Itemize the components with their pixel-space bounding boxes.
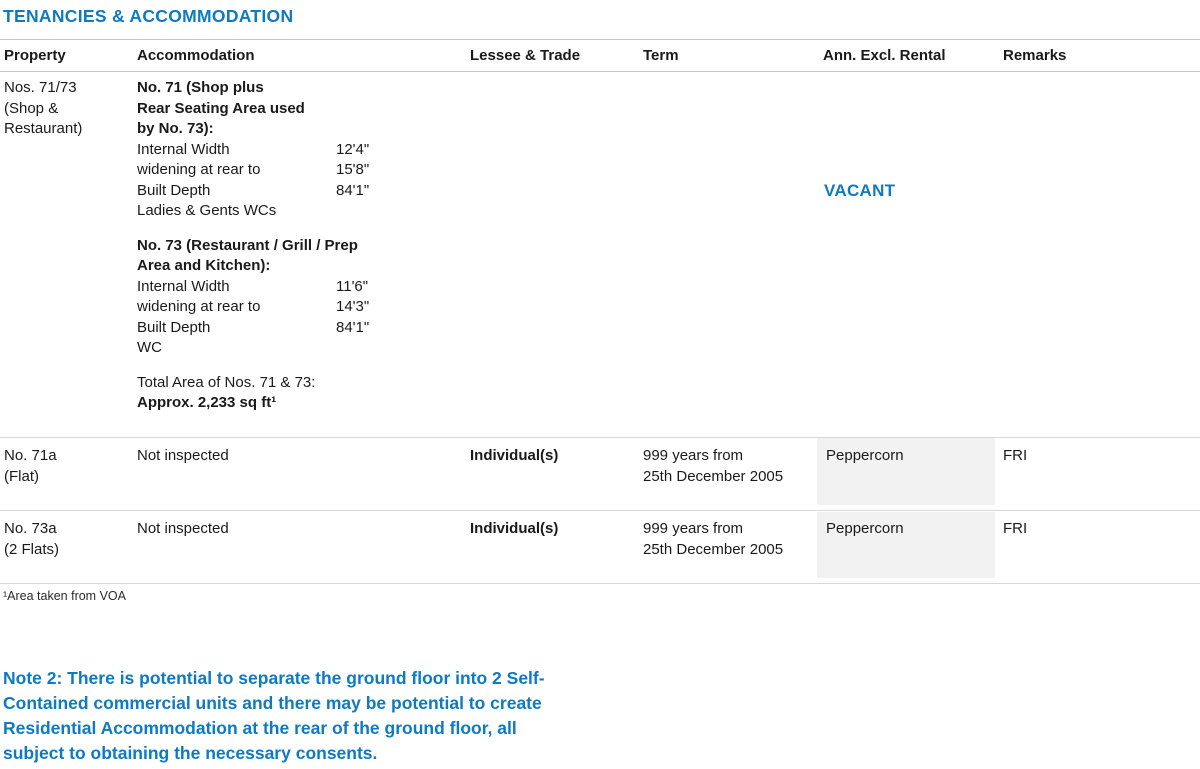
measurement-value: 14'3" xyxy=(336,298,370,315)
unit71-heading-line: No. 71 (Shop plus xyxy=(137,79,264,96)
term-line: 25th December 2005 xyxy=(643,467,784,485)
property-name-line: (2 Flats) xyxy=(4,540,60,558)
measurement-label: widening at rear to xyxy=(137,298,261,315)
header-bottom-rule xyxy=(0,71,1200,72)
measurement-row xyxy=(137,181,467,202)
unit73-heading-line: No. 73 (Restaurant / Grill / Prep xyxy=(137,236,358,254)
row2-accommodation-cell: Not inspected xyxy=(137,447,229,464)
row3-accommodation-cell: Not inspected xyxy=(137,520,229,537)
note-2-line: Note 2: There is potential to separate the ground floor into 2 Self- xyxy=(3,668,545,688)
page-title: TENANCIES & ACCOMMODATION xyxy=(3,6,294,26)
row2-property-cell xyxy=(4,446,57,487)
row-separator xyxy=(0,437,1200,438)
unit73-facilities: WC xyxy=(137,339,162,356)
measurement-label: widening at rear to xyxy=(137,161,261,178)
term-line: 999 years from xyxy=(643,520,744,537)
measurement-label: Internal Width xyxy=(137,140,230,158)
note-2 xyxy=(3,666,545,766)
row-separator xyxy=(0,510,1200,511)
measurement-label: Internal Width xyxy=(137,277,230,295)
measurement-value: 12'4" xyxy=(336,140,370,158)
row3-rental-cell: Peppercorn xyxy=(826,520,904,537)
property-name-line: (Flat) xyxy=(4,467,39,485)
measurement-row xyxy=(137,297,467,318)
unit71-heading-line: Rear Seating Area used xyxy=(137,99,305,117)
table-bottom-rule xyxy=(0,583,1200,584)
term-line: 25th December 2005 xyxy=(643,540,784,558)
property-name-line: No. 71a xyxy=(4,447,57,464)
property-name-line: Nos. 71/73 xyxy=(4,79,77,96)
note-2-line: Contained commercial units and there may be potential to create xyxy=(3,693,542,713)
column-header-ann-excl-rental: Ann. Excl. Rental xyxy=(823,47,946,64)
column-header-remarks: Remarks xyxy=(1003,47,1067,64)
term-line: 999 years from xyxy=(643,447,744,464)
row3-remarks-cell: FRI xyxy=(1003,520,1028,537)
row2-lessee-cell: Individual(s) xyxy=(470,447,559,464)
column-header-accommodation: Accommodation xyxy=(137,47,255,64)
row2-remarks-cell: FRI xyxy=(1003,447,1028,464)
unit71-facilities: Ladies & Gents WCs xyxy=(137,202,277,219)
area-footnote: ¹Area taken from VOA xyxy=(3,589,126,603)
measurement-row xyxy=(137,277,467,298)
measurement-value: 84'1" xyxy=(336,318,370,336)
measurement-row xyxy=(137,160,467,181)
measurement-label: Built Depth xyxy=(137,181,211,199)
row3-lessee-cell: Individual(s) xyxy=(470,520,559,537)
column-header-property: Property xyxy=(4,47,66,64)
property-name-line: No. 73a xyxy=(4,520,57,537)
measurement-row xyxy=(137,318,467,339)
vacant-status: VACANT xyxy=(824,181,896,200)
unit71-heading-line: by No. 73): xyxy=(137,120,214,137)
property-name-line: (Shop & xyxy=(4,99,59,117)
row2-term-cell xyxy=(643,446,783,487)
row3-property-cell xyxy=(4,519,59,560)
unit73-heading-line: Area and Kitchen): xyxy=(137,257,271,274)
total-area-value: Approx. 2,233 sq ft¹ xyxy=(137,394,277,411)
measurement-value: 11'6" xyxy=(336,277,369,295)
column-header-lessee-trade: Lessee & Trade xyxy=(470,47,581,64)
note-2-line: subject to obtaining the necessary consents. xyxy=(3,743,378,763)
total-area-label: Total Area of Nos. 71 & 73: xyxy=(137,373,316,391)
row1-accommodation-cell xyxy=(137,78,467,414)
row2-rental-cell: Peppercorn xyxy=(826,447,904,464)
row3-term-cell xyxy=(643,519,783,560)
measurement-label: Built Depth xyxy=(137,318,211,336)
property-name-line: Restaurant) xyxy=(4,120,83,137)
header-top-rule xyxy=(0,39,1200,40)
note-2-line: Residential Accommodation at the rear of the ground floor, all xyxy=(3,718,517,738)
column-header-term: Term xyxy=(643,47,679,64)
measurement-value: 84'1" xyxy=(336,181,370,199)
row1-property-cell xyxy=(4,78,82,140)
measurement-row xyxy=(137,140,467,161)
measurement-value: 15'8" xyxy=(336,161,370,178)
